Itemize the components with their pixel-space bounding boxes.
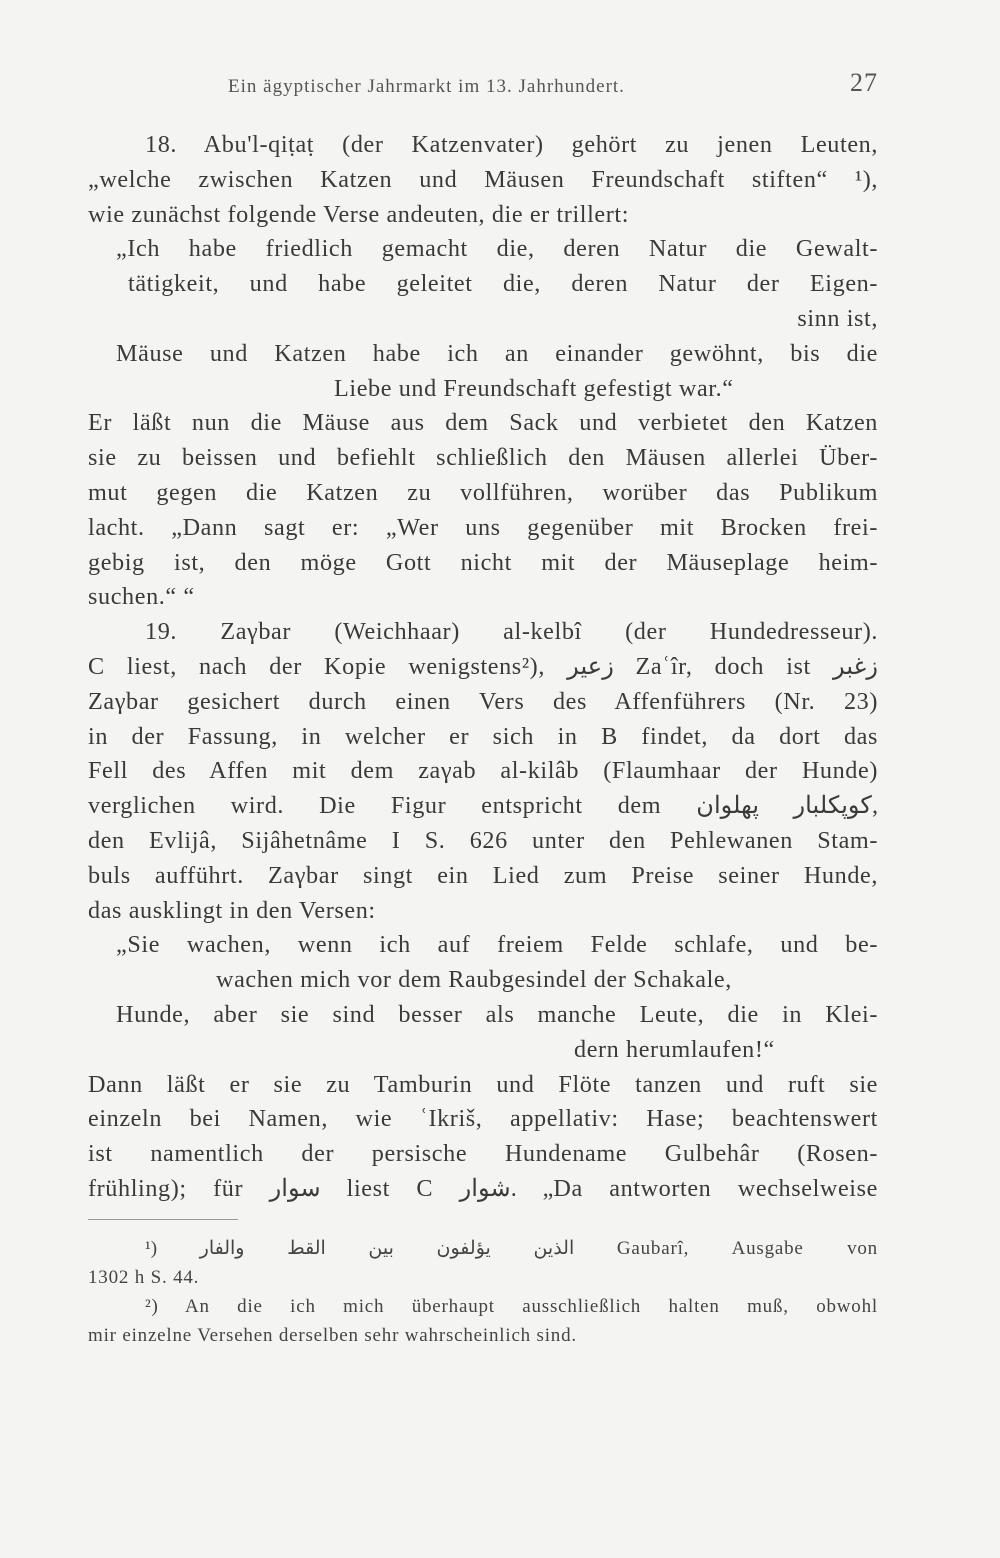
- footnote-line: 1302 h S. 44.: [88, 1266, 200, 1288]
- text-line: C liest, nach der Kopie wenigstens²), زعير Zaʿîr, doch ist زغبر: [88, 652, 879, 680]
- text-line: Fell des Affen mit dem zaγab al-kilâb (Flaumhaar der Hunde): [88, 757, 878, 785]
- verse-line: dern herumlaufen!“: [574, 1035, 775, 1063]
- text-line: in der Fassung, in welcher er sich in B findet, da dort das: [88, 722, 878, 750]
- verse-line: Hunde, aber sie sind besser als manche Leute, die in Klei-: [116, 1000, 878, 1028]
- text-line: den Evlijâ, Sijâhetnâme I S. 626 unter den Pehlewanen Stam-: [88, 826, 878, 854]
- text-line: buls aufführt. Zaγbar singt ein Lied zum Preise seiner Hunde,: [88, 861, 878, 889]
- text-line: Dann läßt er sie zu Tamburin und Flöte tanzen und ruft sie: [88, 1070, 878, 1098]
- verse-line: Mäuse und Katzen habe ich an einander gewöhnt, bis die: [116, 339, 878, 367]
- text-line: wie zunächst folgende Verse andeuten, die er trillert:: [88, 200, 630, 228]
- footnote-line: ²) An die ich mich überhaupt ausschließlich halten muß, obwohl: [145, 1295, 878, 1317]
- text-line: frühling); für سوار liest C شوار. „Da antworten wechselweise: [88, 1174, 878, 1202]
- text-line: ist namentlich der persische Hundename Gulbehâr (Rosen-: [88, 1140, 878, 1168]
- verse-line: tätigkeit, und habe geleitet die, deren Natur der Eigen-: [128, 270, 878, 298]
- running-title: Ein ägyptischer Jahrmarkt im 13. Jahrhundert.: [228, 76, 625, 97]
- verse-line: sinn ist,: [797, 304, 878, 332]
- page-number: 27: [850, 68, 878, 97]
- text-line: das ausklingt in den Versen:: [88, 896, 376, 924]
- text-line: Er läßt nun die Mäuse aus dem Sack und verbietet den Katzen: [88, 409, 878, 437]
- footnote-line: ¹) الذين يؤلفون بين القط والفار Gaubarî, Ausgabe von: [145, 1237, 878, 1259]
- footnote-line: mir einzelne Versehen derselben sehr wahrscheinlich sind.: [88, 1324, 577, 1346]
- text-line: gebig ist, den möge Gott nicht mit der Mäuseplage heim-: [88, 548, 878, 576]
- running-head: [88, 68, 878, 108]
- footnotes: [88, 1234, 878, 1350]
- text-line: 19. Zaγbar (Weichhaar) al-kelbî (der Hundedresseur).: [145, 618, 878, 646]
- book-page: [88, 68, 878, 1350]
- text-line: mut gegen die Katzen zu vollführen, worüber das Publikum: [88, 478, 878, 506]
- verse-line: „Ich habe friedlich gemacht die, deren Natur die Gewalt-: [116, 235, 878, 263]
- text-line: sie zu beissen und befiehlt schließlich den Mäusen allerlei Über-: [88, 444, 878, 472]
- text-line: „welche zwischen Katzen und Mäusen Freundschaft stiften“ ¹),: [88, 165, 878, 193]
- text-line: einzeln bei Namen, wie ʿIkriš, appellativ: Hase; beachtenswert: [88, 1105, 878, 1133]
- verse-line: Liebe und Freundschaft gefestigt war.“: [334, 374, 734, 402]
- text-line: verglichen wird. Die Figur entspricht dem كوپكلبار پهلوان,: [88, 792, 878, 820]
- body-text: [88, 128, 878, 1207]
- verse-line: „Sie wachen, wenn ich auf freiem Felde schlafe, und be-: [116, 931, 878, 959]
- verse-line: wachen mich vor dem Raubgesindel der Schakale,: [216, 966, 732, 994]
- text-line: suchen.“ “: [88, 583, 195, 611]
- text-line: 18. Abu'l-qiṭaṭ (der Katzenvater) gehört zu jenen Leuten,: [145, 131, 878, 158]
- footnote-rule: [88, 1219, 238, 1220]
- text-line: lacht. „Dann sagt er: „Wer uns gegenüber mit Brocken frei-: [88, 513, 878, 541]
- text-line: Zaγbar gesichert durch einen Vers des Affenführers (Nr. 23): [88, 687, 878, 715]
